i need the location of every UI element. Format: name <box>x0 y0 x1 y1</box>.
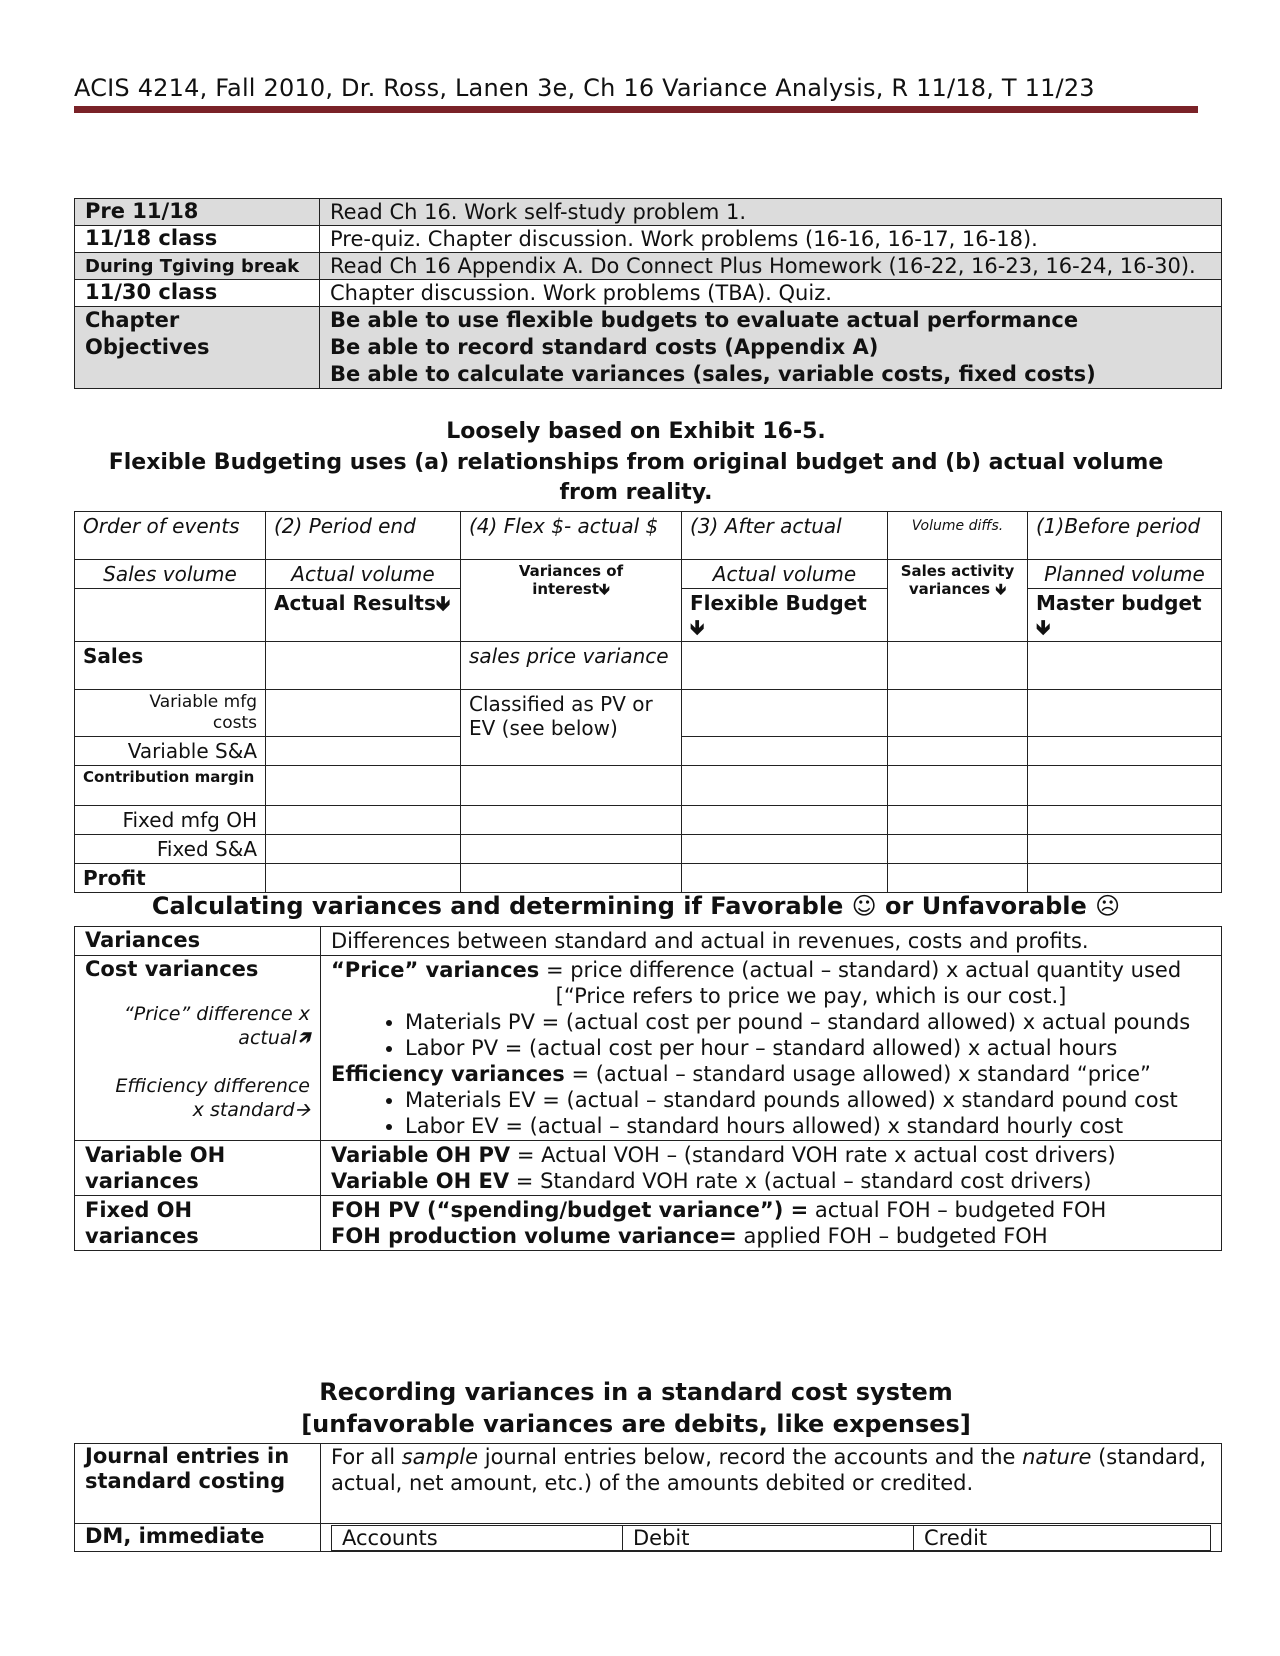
price-variance-def <box>331 957 1211 983</box>
journal-label: Journal entries in standard costing <box>75 1444 321 1524</box>
header-cell: (1)Before period <box>1028 512 1222 560</box>
table-row <box>75 835 1222 864</box>
table-row <box>75 864 1222 893</box>
price-difference-note: “Price” difference x actual🡽 <box>123 1003 310 1049</box>
empty-cell <box>888 642 1028 690</box>
empty-cell <box>888 766 1028 806</box>
empty-cell <box>888 690 1028 737</box>
accounts-column-header: Accounts <box>332 1526 623 1551</box>
empty-cell <box>682 806 888 835</box>
exhibit-heading: Flexible Budgeting uses (a) relationships from original budget and (b) actual volume from reality. <box>108 450 1164 505</box>
schedule-label: 11/18 class <box>75 226 320 253</box>
sales-variance-cell: sales price variance <box>461 642 682 690</box>
empty-cell <box>1028 642 1222 690</box>
variances-label: Variances <box>75 927 321 956</box>
header-cell: Order of events <box>75 512 266 560</box>
volume-cell: Planned volume <box>1028 560 1222 589</box>
journal-table <box>74 1443 1222 1552</box>
foh-pv <box>331 1197 1211 1223</box>
efficiency-variance-def <box>331 1061 1211 1087</box>
voh-pv <box>331 1142 1211 1168</box>
volume-row <box>75 560 1222 589</box>
empty-cell <box>682 642 888 690</box>
dm-entries <box>321 1524 1222 1552</box>
dm-row <box>75 1524 1222 1552</box>
cost-variances-label: Cost variances <box>85 957 259 981</box>
price-bracket-note: [“Price refers to price we pay, which is our cost.] <box>555 984 1067 1008</box>
row-label: Profit <box>75 864 266 893</box>
cost-variances-row <box>75 956 1222 1141</box>
exhibit-note: Loosely based on Exhibit 16-5. <box>446 419 826 444</box>
journal-row <box>75 1444 1222 1524</box>
foh-volume <box>331 1223 1211 1249</box>
schedule-label: 11/30 class <box>75 280 320 307</box>
voh-label: Variable OH variances <box>75 1141 321 1196</box>
table-row <box>75 806 1222 835</box>
voh-row <box>75 1141 1222 1196</box>
header-cell: (2) Period end <box>266 512 461 560</box>
table-row <box>75 766 1222 806</box>
schedule-label: Pre 11/18 <box>75 199 320 226</box>
empty-cell <box>682 766 888 806</box>
foh-pv-text: actual FOH – budgeted FOH <box>808 1198 1107 1222</box>
voh-ev-text: = Standard VOH rate x (actual – standard cost drivers) <box>509 1169 1092 1193</box>
row-label: Sales <box>75 642 266 690</box>
empty-cell <box>1028 864 1222 893</box>
journal-text: journal entries below, record the accounts and the <box>478 1445 1023 1469</box>
empty-cell <box>682 835 888 864</box>
row-label: Fixed mfg OH <box>75 806 266 835</box>
empty-cell <box>888 864 1028 893</box>
empty-cell <box>682 690 888 737</box>
list-item: • Materials PV = (actual cost per pound – standard allowed) x actual pounds <box>405 1009 1211 1035</box>
schedule-label: During Tgiving break <box>75 253 320 280</box>
journal-text-nature: nature <box>1022 1445 1092 1469</box>
list-item: • Materials EV = (actual – standard pounds allowed) x standard pound cost <box>405 1087 1211 1113</box>
table-row <box>75 690 1222 737</box>
schedule-text: Chapter discussion. Work problems (TBA). Quiz. <box>320 280 1222 307</box>
schedule-text: Pre-quiz. Chapter discussion. Work problems (16-16, 16-17, 16-18). <box>320 226 1222 253</box>
efficiency-difference-note: Efficiency difference x standard🡪 <box>115 1075 310 1121</box>
empty-cell <box>461 806 682 835</box>
foh-volume-text: applied FOH – budgeted FOH <box>736 1224 1048 1248</box>
empty-cell <box>682 737 888 766</box>
journal-text: For all <box>331 1445 402 1469</box>
sales-activity-variances: Sales activity variances 🡻 <box>888 560 1028 642</box>
objectives-list <box>320 307 1222 389</box>
empty-cell <box>682 864 888 893</box>
empty-cell <box>461 835 682 864</box>
voh-text <box>321 1141 1222 1196</box>
voh-ev <box>331 1168 1211 1194</box>
entry-table <box>331 1525 1211 1551</box>
objectives-label: Chapter Objectives <box>75 307 320 389</box>
empty-cell <box>888 806 1028 835</box>
schedule-row <box>75 226 1222 253</box>
cost-variances-text <box>321 956 1222 1141</box>
volume-cell: Actual volume <box>682 560 888 589</box>
page-header: ACIS 4214, Fall 2010, Dr. Ross, Lanen 3e, Ch 16 Variance Analysis, R 11/18, T 11/23 <box>74 74 1095 102</box>
variances-row <box>75 927 1222 956</box>
price-variance-head: “Price” variances <box>331 958 540 982</box>
empty-cell <box>266 737 461 766</box>
header-cell: Volume diffs. <box>888 512 1028 560</box>
empty-cell <box>266 690 461 737</box>
empty-cell <box>1028 835 1222 864</box>
empty-cell <box>1028 806 1222 835</box>
journal-text: (standard, actual, net amount, etc.) of the amounts debited or credited. <box>331 1445 1207 1495</box>
variances-text: Differences between standard and actual in revenues, costs and profits. <box>321 927 1222 956</box>
voh-ev-head: Variable OH EV <box>331 1169 510 1193</box>
objective-item: Be able to record standard costs (Appendix A) <box>330 335 879 359</box>
order-row <box>75 512 1222 560</box>
empty-cell <box>266 642 461 690</box>
schedule-row <box>75 253 1222 280</box>
schedule-text: Read Ch 16. Work self-study problem 1. <box>320 199 1222 226</box>
record-subheading: [unfavorable variances are debits, like expenses] <box>301 1410 971 1438</box>
objective-item: Be able to calculate variances (sales, variable costs, fixed costs) <box>330 362 1096 386</box>
objectives-row <box>75 307 1222 389</box>
empty-cell <box>266 806 461 835</box>
header-cell: (4) Flex $- actual $ <box>461 512 682 560</box>
master-budget-title: Master budget 🡻 <box>1028 589 1222 642</box>
voh-pv-text: = Actual VOH – (standard VOH rate x actual cost drivers) <box>510 1143 1116 1167</box>
empty-cell <box>888 737 1028 766</box>
record-heading: Recording variances in a standard cost system <box>319 1378 953 1406</box>
flexible-budget-title: Flexible Budget 🡻 <box>682 589 888 642</box>
list-item: • Labor PV = (actual cost per hour – standard allowed) x actual hours <box>405 1035 1211 1061</box>
schedule-table <box>74 198 1222 389</box>
foh-text <box>321 1196 1222 1251</box>
efficiency-variance-head: Efficiency variances <box>331 1062 565 1086</box>
foh-pv-head: FOH PV (“spending/budget variance”) = <box>331 1198 809 1222</box>
variances-of-interest: Variances of interest🡻 <box>461 560 682 642</box>
price-variance-text: = price difference (actual – standard) x actual quantity used <box>539 958 1182 982</box>
row-label: Variable S&A <box>75 737 266 766</box>
volume-cell: Actual volume <box>266 560 461 589</box>
empty-cell <box>1028 766 1222 806</box>
schedule-row <box>75 280 1222 307</box>
cost-variances-label-cell <box>75 956 321 1141</box>
credit-column-header: Credit <box>914 1526 1211 1551</box>
list-item: • Labor EV = (actual – standard hours allowed) x standard hourly cost <box>405 1113 1211 1139</box>
table-row <box>75 642 1222 690</box>
flex-budget-table <box>74 511 1222 893</box>
efficiency-variance-text: = (actual – standard usage allowed) x standard “price” <box>564 1062 1151 1086</box>
empty-cell <box>75 589 266 642</box>
journal-instructions <box>321 1444 1222 1524</box>
entry-header-row <box>332 1526 1211 1551</box>
empty-cell <box>266 864 461 893</box>
row-label: Fixed S&A <box>75 835 266 864</box>
foh-row <box>75 1196 1222 1251</box>
row-label: Variable mfg costs <box>75 690 266 737</box>
schedule-text: Read Ch 16 Appendix A. Do Connect Plus Homework (16-22, 16-23, 16-24, 16-30). <box>320 253 1222 280</box>
empty-cell <box>1028 737 1222 766</box>
actual-results-title: Actual Results🡻 <box>266 589 461 642</box>
objective-item: Be able to use flexible budgets to evaluate actual performance <box>330 308 1079 332</box>
empty-cell <box>266 766 461 806</box>
debit-column-header: Debit <box>623 1526 914 1551</box>
price-variance-list <box>331 1009 1211 1061</box>
classified-cell: Classified as PV or EV (see below) <box>461 690 682 766</box>
calc-heading: Calculating variances and determining if Favorable ☺ or Unfavorable ☹ <box>151 892 1121 920</box>
efficiency-variance-list <box>331 1087 1211 1139</box>
volume-cell: Sales volume <box>75 560 266 589</box>
empty-cell <box>461 864 682 893</box>
header-rule <box>74 106 1198 113</box>
dm-label: DM, immediate <box>75 1524 321 1552</box>
journal-text-sample: sample <box>401 1445 479 1469</box>
voh-pv-head: Variable OH PV <box>331 1143 511 1167</box>
empty-cell <box>1028 690 1222 737</box>
header-cell: (3) After actual <box>682 512 888 560</box>
empty-cell <box>888 835 1028 864</box>
foh-label: Fixed OH variances <box>75 1196 321 1251</box>
row-label: Contribution margin <box>75 766 266 806</box>
foh-volume-head: FOH production volume variance= <box>331 1224 737 1248</box>
variance-table <box>74 926 1222 1251</box>
schedule-row <box>75 199 1222 226</box>
empty-cell <box>266 835 461 864</box>
empty-cell <box>461 766 682 806</box>
